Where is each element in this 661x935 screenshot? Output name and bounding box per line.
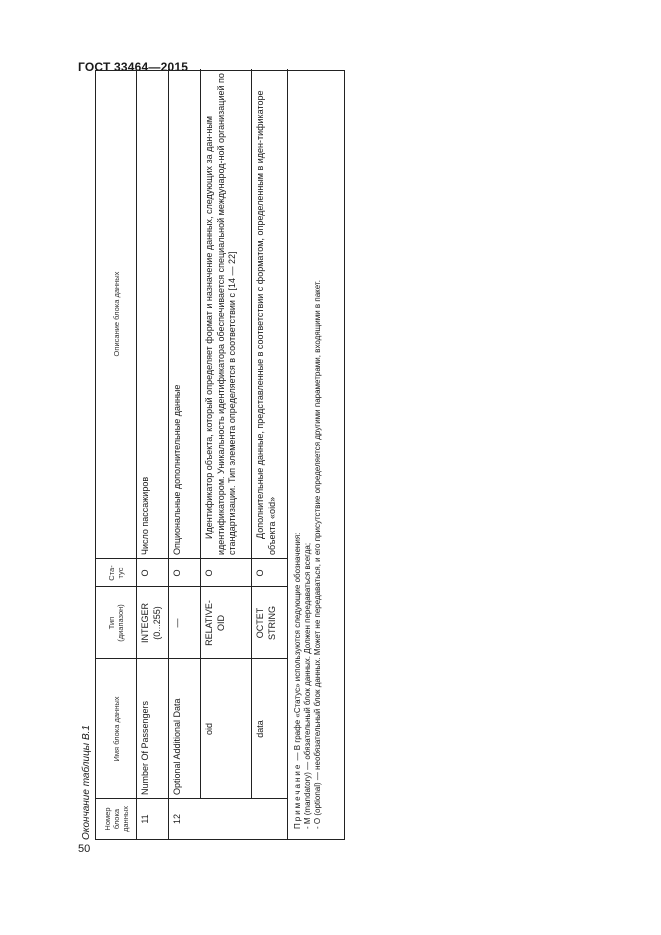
header-type: Тип (диапазон) (107, 604, 125, 642)
data-name: data (255, 720, 265, 738)
row11-number: 11 (140, 814, 150, 824)
note-intro: Примечание — В графе «Статус» используются следующие обозначения: (293, 532, 302, 829)
data-status: O (255, 569, 265, 577)
note-prefix: Примечание (293, 762, 302, 829)
row12-type: — (172, 618, 182, 628)
header-number: Номер блока данных (102, 806, 130, 832)
note-optional: - O (optional) — необязательный блок данных. Может не передаваться, и его присутствие определяется другими параметрами, входящими в пакет. (313, 280, 322, 829)
row12-number: 12 (172, 814, 182, 825)
row11-type: INTEGER (0...255) (140, 603, 162, 644)
row11-name: Number Of Passengers (140, 700, 150, 795)
data-type: OCTET STRING (255, 606, 277, 641)
note-mandatory: - M (mandatory) — обязательный блок данных. Должен передаваться всегда; (303, 542, 312, 829)
header-name: Имя блока данных (111, 696, 121, 762)
table-caption: Окончание таблицы В.1 (81, 725, 92, 840)
row12-name: Optional Additional Data (172, 698, 182, 795)
oid-type: RELATIVE- OID (204, 600, 226, 646)
row12-description: Опциональные дополнительные данные (172, 384, 182, 555)
page-number: 50 (78, 843, 91, 855)
table-notes (287, 69, 346, 839)
header-status: Ста- тус (107, 565, 125, 581)
row11-status: O (140, 569, 150, 577)
oid-description: Идентификатор объекта, который определяет формат и назначение данных, следующих за дан-ным идентификатором. Уникальность идентификатора обеспечивается специальной международ-ной организацией по стандартизации. Тип элемента определяется в соответствии с [14 — 22] (204, 73, 237, 555)
document-header: ГОСТ 33464—2015 (78, 60, 189, 74)
oid-name: oid (204, 723, 214, 736)
oid-status: O (204, 569, 214, 577)
rotated-table-section (78, 70, 346, 840)
row11-description: Число пассажиров (140, 476, 150, 555)
data-description: Дополнительные данные, представленные в соответствии с форматом, определенным в иден-тификаторе объекта «oid» (255, 90, 277, 555)
data-table (95, 70, 345, 840)
row12-status: O (172, 569, 182, 577)
header-description: Описание блока данных (111, 271, 121, 357)
